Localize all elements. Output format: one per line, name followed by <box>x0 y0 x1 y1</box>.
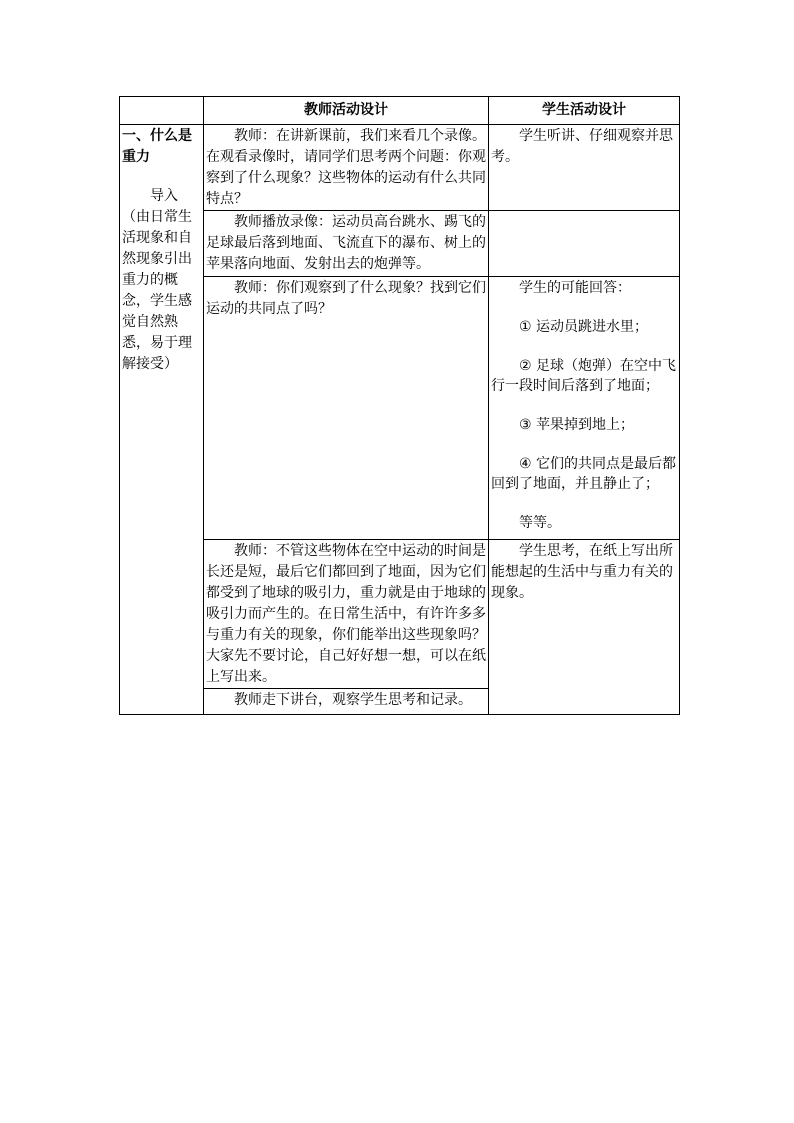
header-teacher-activity: 教师活动设计 <box>204 97 489 125</box>
table-row <box>120 540 680 689</box>
student-activity-cell-empty <box>489 211 680 277</box>
teacher-activity-cell <box>204 540 489 689</box>
student-activity-cell <box>489 540 680 715</box>
teacher-activity-cell <box>204 277 489 540</box>
teacher-activity-text: 教师：你们观察到了什么现象？找到它们运动的共同点了吗？ <box>206 280 486 317</box>
header-student-activity: 学生活动设计 <box>489 97 680 125</box>
teacher-activity-cell <box>204 689 489 715</box>
header-cell-empty <box>120 97 204 125</box>
section-cell <box>120 125 204 715</box>
teacher-activity-cell <box>204 125 489 211</box>
table-row <box>120 125 680 211</box>
teacher-activity-text: 教师：不管这些物体在空中运动的时间是长还是短，最后它们都回到了地面，因为它们都受到了地球的吸引力，重力就是由于地球的吸引力而产生的。在日常生活中，有许许多多与重力有关的现象，你们能举出这些现象吗？大家先不要讨论，自己好好想一想，可以在纸上写出来。 <box>206 543 486 685</box>
teacher-activity-cell <box>204 211 489 277</box>
answer-item: ① 运动员跳进水里； <box>519 319 649 335</box>
table-header-row <box>120 97 680 125</box>
answer-item: ④ 它们的共同点是最后都回到了地面，并且静止了； <box>491 456 677 492</box>
student-activity-text: 学生思考，在纸上写出所能想起的生活中与重力有关的现象。 <box>491 543 673 601</box>
answers-intro: 学生的可能回答： <box>519 280 631 296</box>
answer-item: ③ 苹果掉到地上； <box>519 417 635 433</box>
section-note: 导入（由日常生活现象和自然现象引出重力的概念，学生感觉自然熟悉，易于理解接受） <box>122 188 192 372</box>
student-activity-cell <box>489 125 680 211</box>
teacher-activity-text: 教师走下讲台，观察学生思考和记录。 <box>234 692 472 708</box>
teacher-activity-text: 教师：在讲新课前，我们来看几个录像。在观看录像时，请同学们思考两个问题：你观察到了什么现象？这些物体的运动有什么共同特点？ <box>206 128 486 207</box>
lesson-plan-table <box>119 96 680 715</box>
teacher-activity-text: 教师播放录像：运动员高台跳水、踢飞的足球最后落到地面、飞流直下的瀑布、树上的苹果落向地面、发射出去的炮弹等。 <box>206 214 486 272</box>
table-row <box>120 211 680 277</box>
table-row <box>120 277 680 540</box>
answers-ending: 等等。 <box>519 515 561 531</box>
student-activity-text: 学生听讲、仔细观察并思考。 <box>491 128 673 165</box>
answer-item: ② 足球（炮弹）在空中飞行一段时间后落到了地面； <box>491 358 677 394</box>
section-title: 一、什么是重力 <box>122 128 192 165</box>
student-answers-cell <box>489 277 680 540</box>
